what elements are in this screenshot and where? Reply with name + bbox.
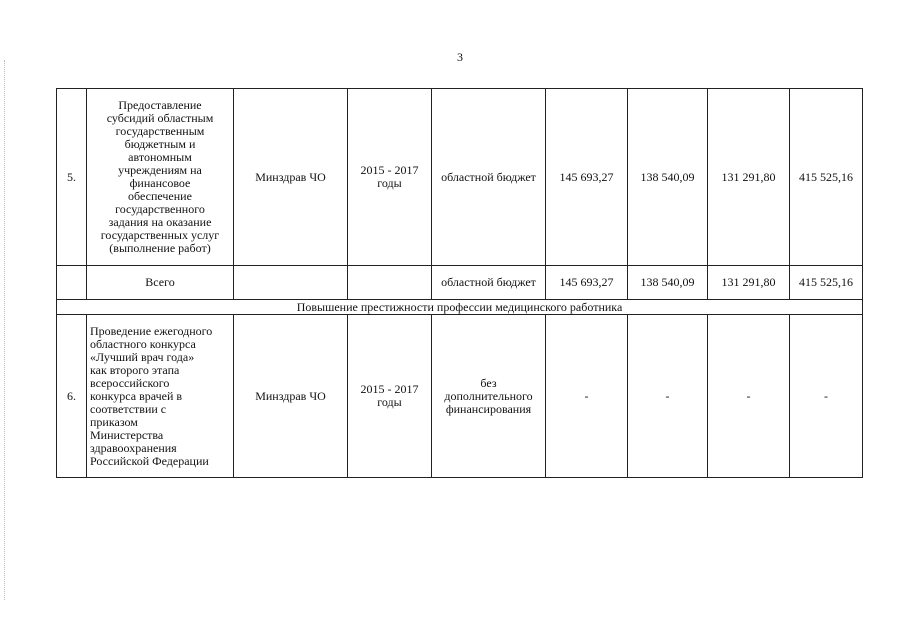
activity-name-line: областного конкурса — [90, 336, 196, 351]
activity-name-line: субсидий областным — [106, 111, 214, 125]
row-number-empty — [57, 266, 87, 300]
value-2015: 145 693,27 — [546, 266, 628, 300]
activity-name-line: обеспечение — [128, 189, 192, 203]
activity-name-line: соответствии с — [90, 401, 167, 416]
executor: Минздрав ЧО — [234, 315, 348, 478]
executor-empty — [234, 266, 348, 300]
funding-source: областной бюджет — [432, 89, 546, 266]
activity-name-line: здравоохранения — [90, 440, 177, 455]
value-2017: 131 291,80 — [708, 266, 790, 300]
value-2017: - — [708, 315, 790, 478]
activity-name-line: бюджетным и — [124, 137, 196, 151]
value-2015: - — [546, 315, 628, 478]
activity-name-line: Проведение ежегодного — [90, 323, 213, 338]
activity-name — [87, 315, 234, 478]
section-title: Повышение престижности профессии медицинского работника — [57, 300, 863, 315]
activity-name-line: задания на оказание — [108, 215, 212, 229]
period: 2015 - 2017 годы — [348, 315, 432, 478]
row-number: 6. — [57, 315, 87, 478]
activity-name-line: как второго этапа — [90, 362, 180, 377]
value-2016: 138 540,09 — [628, 89, 708, 266]
funding-source: областной бюджет — [432, 266, 546, 300]
activity-name-line: финансовое — [129, 176, 191, 190]
value-total: 415 525,16 — [790, 89, 863, 266]
activity-name — [87, 89, 234, 266]
table-row — [57, 315, 863, 478]
activity-name-line: Министерства — [90, 427, 164, 442]
total-row — [57, 266, 863, 300]
value-2015: 145 693,27 — [546, 89, 628, 266]
activity-name-line: приказом — [90, 414, 138, 429]
activity-name-line: Российской Федерации — [90, 453, 209, 468]
funding-source: без дополнительного финансирования — [432, 315, 546, 478]
row-number: 5. — [57, 89, 87, 266]
page-number: 3 — [457, 50, 463, 64]
activity-name-line: государственных услуг — [100, 228, 220, 242]
activity-name-line: государственным — [115, 124, 205, 138]
table-row — [57, 89, 863, 266]
program-table — [56, 88, 863, 478]
value-2017: 131 291,80 — [708, 89, 790, 266]
total-label: Всего — [87, 266, 234, 300]
activity-name-line: автономным — [128, 150, 192, 164]
value-total: 415 525,16 — [790, 266, 863, 300]
scan-edge — [4, 60, 6, 600]
period: 2015 - 2017 годы — [348, 89, 432, 266]
section-row — [57, 300, 863, 315]
activity-name-line: всероссийского — [90, 375, 170, 390]
value-2016: - — [628, 315, 708, 478]
activity-name-line: Предоставление — [118, 98, 202, 112]
executor: Минздрав ЧО — [234, 89, 348, 266]
activity-name-line: государственного — [115, 202, 205, 216]
activity-name-line: учреждениям на — [118, 163, 202, 177]
period-empty — [348, 266, 432, 300]
activity-name-line: «Лучший врач года» — [90, 349, 195, 364]
value-2016: 138 540,09 — [628, 266, 708, 300]
activity-name-line: (выполнение работ) — [109, 241, 211, 255]
value-total: - — [790, 315, 863, 478]
activity-name-line: конкурса врачей в — [90, 388, 183, 403]
